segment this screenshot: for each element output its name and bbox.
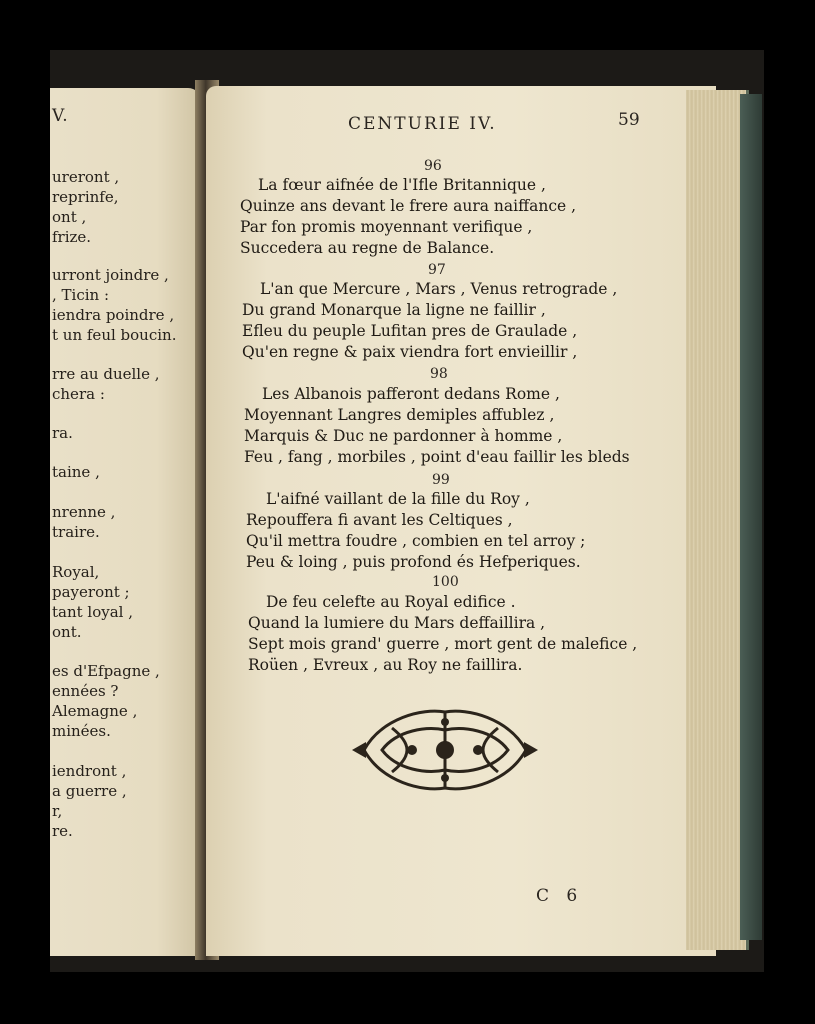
left-line: rre au duelle , [52,365,160,383]
left-line: urront joindre , [52,266,169,284]
left-line: chera : [52,385,105,403]
left-line: traire. [52,523,100,541]
left-line: payeront ; [52,583,130,601]
left-line: ont , [52,208,87,226]
left-line: nrenne , [52,503,116,521]
verse-line: Peu & loing , puis profond és Hefperiques. [246,553,581,571]
quatrain-number: 97 [428,262,446,278]
running-head: CENTURIE IV. [348,114,497,134]
quatrain-number: 99 [432,472,450,488]
left-line: t un feul boucin. [52,326,177,344]
verse-line: Repouffera fi avant les Celtiques , [246,511,513,529]
verse-line: De feu celefte au Royal edifice . [266,593,516,611]
verse-line: L'aifné vaillant de la fille du Roy , [266,490,530,508]
verse-line: Du grand Monarque la ligne ne faillir , [242,301,546,319]
left-line: ureront , [52,168,120,186]
verse-line: Par fon promis moyennant verifique , [240,218,533,236]
page-number: 59 [618,110,640,130]
book-cover-edge [740,94,762,940]
verse-line: Sept mois grand' guerre , mort gent de malefice , [248,635,638,653]
left-line: es d'Efpagne , [52,662,160,680]
verse-line: Les Albanois pafferont dedans Rome , [262,385,560,403]
left-line: reprinfe, [52,188,119,206]
left-line: ra. [52,424,73,442]
verse-line: Roüen , Evreux , au Roy ne faillira. [248,656,523,674]
verse-line: Qu'il mettra foudre , combien en tel arroy ; [246,532,586,550]
left-line: Alemagne , [52,702,138,720]
quatrain-number: 100 [432,574,459,590]
left-line: iendront , [52,762,127,780]
signature-mark: C 6 [536,886,584,906]
left-line: , Ticin : [52,286,110,304]
fleuron-ornament [352,698,538,802]
verse-line: Succedera au regne de Balance. [240,239,495,257]
verse-line: Moyennant Langres demiples affublez , [244,406,555,424]
left-line: taine , [52,463,100,481]
verse-line: Efleu du peuple Lufitan pres de Graulade , [242,322,578,340]
left-line: ont. [52,623,82,641]
left-line: tant loyal , [52,603,134,621]
verse-line: Quand la lumiere du Mars deffaillira , [248,614,546,632]
verse-line: Quinze ans devant le frere aura naiffance , [240,197,577,215]
left-line: iendra poindre , [52,306,175,324]
left-page [50,88,202,956]
verse-line: Feu , fang , morbiles , point d'eau faillir les bleds [244,448,630,466]
left-line: Royal, [52,563,100,581]
left-page-header: V. [52,106,69,126]
verse-line: Marquis & Duc ne pardonner à homme , [244,427,563,445]
verse-line: La fœur aifnée de l'Ifle Britannique , [258,176,546,194]
quatrain-number: 96 [424,158,442,174]
verse-line: L'an que Mercure , Mars , Venus retrograde , [260,280,618,298]
quatrain-number: 98 [430,366,448,382]
book-scan [50,50,764,972]
left-line: re. [52,822,73,840]
left-line: ennées ? [52,682,119,700]
left-line: a guerre , [52,782,127,800]
left-line: minées. [52,722,111,740]
left-line: frize. [52,228,92,246]
verse-line: Qu'en regne & paix viendra fort envieillir , [242,343,578,361]
right-page [206,86,716,956]
left-line: r, [52,802,63,820]
